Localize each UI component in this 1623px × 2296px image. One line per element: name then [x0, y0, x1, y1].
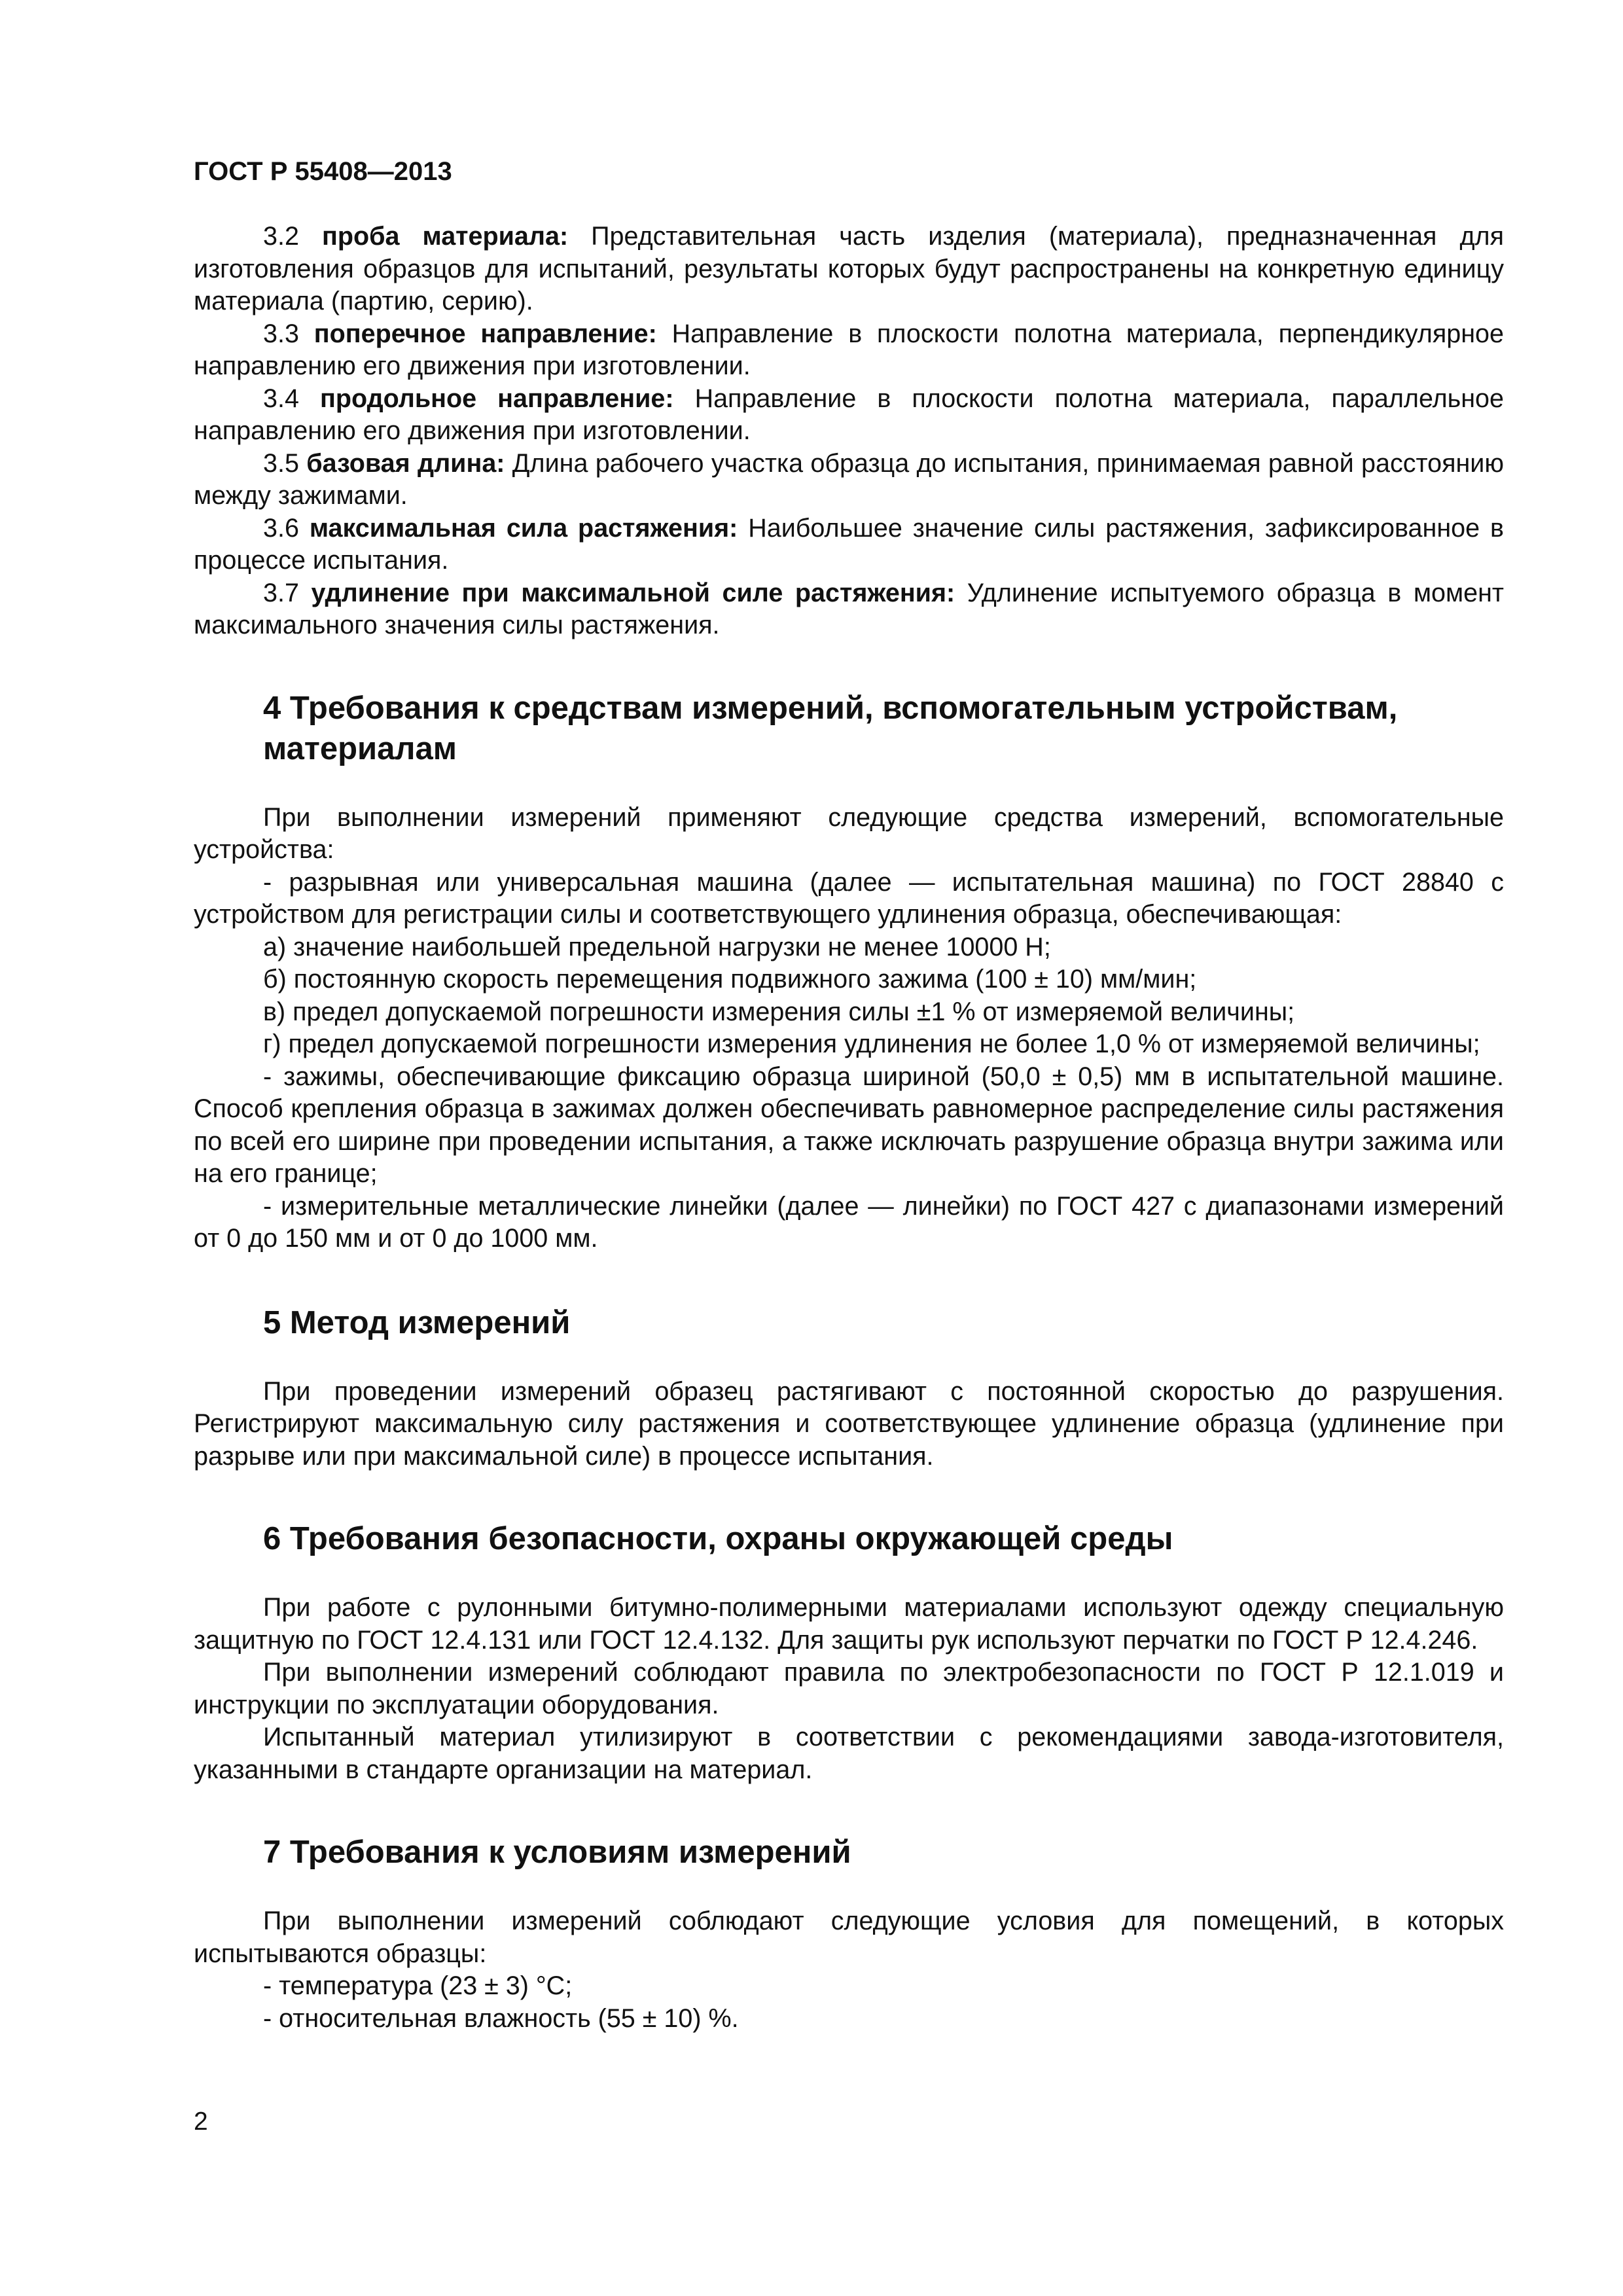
list-item: - зажимы, обеспечивающие фиксацию образца шириной (50,0 ± 0,5) мм в испытательной машине. Способ крепления образца в зажимах должен обеспечивать равномерное распределение силы растяжения по всей его ширине при проведении испытания, а также исключать разрушение образца внутри зажима или на его границе;	[194, 1062, 1504, 1188]
list-item: а) значение наибольшей предельной нагрузки не менее 10000 Н;	[263, 932, 1051, 961]
list-item: - разрывная или универсальная машина (далее — испытательная машина) по ГОСТ 28840 с устройством для регистрации силы и соответствующего удлинения образца, обеспечивающая:	[194, 867, 1504, 929]
section-heading: 5 Метод измерений	[263, 1304, 571, 1340]
section-6	[194, 1518, 1504, 1786]
definition-3-4: 3.4 продольное направление: Направление в плоскости полотна материала, параллельное направлению его движения при изготовлении.	[194, 384, 1504, 445]
paragraph: При выполнении измерений применяют следующие средства измерений, вспомогательные устройства:	[194, 802, 1504, 864]
definition-3-2: 3.2 проба материала: Представительная часть изделия (материала), предназначенная для изготовления образцов для испытаний, результаты которых будут распространены на конкретную единицу материала (партию, серию).	[194, 222, 1504, 315]
section-heading: 6 Требования безопасности, охраны окружающей среды	[263, 1521, 1173, 1556]
list-item: б) постоянную скорость перемещения подвижного зажима (100 ± 10) мм/мин;	[263, 965, 1197, 994]
document-page	[194, 157, 1504, 2035]
paragraph: Испытанный материал утилизируют в соответствии с рекомендациями завода-изготовителя, указанными в стандарте организации на материал.	[194, 1723, 1504, 1784]
list-item: - температура (23 ± 3) °С;	[263, 1971, 573, 2000]
section-heading: 7 Требования к условиям измерений	[263, 1835, 851, 1870]
document-code: ГОСТ Р 55408—2013	[194, 157, 452, 186]
section-heading: 4 Требования к средствам измерений, вспомогательным устройствам, материалам	[263, 690, 1398, 766]
page-number: 2	[194, 2108, 208, 2136]
paragraph: При проведении измерений образец растягивают с постоянной скоростью до разрушения. Регистрируют максимальную силу растяжения и соответствующее удлинение образца (удлинение при разрыве или при максимальной силе) в процессе испытания.	[194, 1376, 1504, 1471]
list-item: в) предел допускаемой погрешности измерения силы ±1 % от измеряемой величины;	[263, 997, 1295, 1026]
section-4	[194, 688, 1504, 1255]
list-item: г) предел допускаемой погрешности измерения удлинения не более 1,0 % от измеряемой величины;	[263, 1030, 1480, 1058]
section-7	[194, 1832, 1504, 2035]
section-5	[194, 1302, 1504, 1473]
paragraph: При выполнении измерений соблюдают следующие условия для помещений, в которых испытываются образцы:	[194, 1907, 1504, 1968]
definition-3-6: 3.6 максимальная сила растяжения: Наибольшее значение силы растяжения, зафиксированное в процессе испытания.	[194, 513, 1504, 575]
list-item: - относительная влажность (55 ± 10) %.	[263, 2003, 739, 2033]
paragraph: При выполнении измерений соблюдают правила по электробезопасности по ГОСТ Р 12.1.019 и инструкции по эксплуатации оборудования.	[194, 1658, 1504, 1719]
definition-3-5: 3.5 базовая длина: Длина рабочего участка образца до испытания, принимаемая равной расстоянию между зажимами.	[194, 448, 1504, 510]
list-item: - измерительные металлические линейки (далее — линейки) по ГОСТ 427 с диапазонами измерений от 0 до 150 мм и от 0 до 1000 мм.	[194, 1191, 1504, 1253]
definition-3-3: 3.3 поперечное направление: Направление в плоскости полотна материала, перпендикулярное направлению его движения при изготовлении.	[194, 319, 1504, 380]
paragraph: При работе с рулонными битумно-полимерными материалами используют одежду специальную защитную по ГОСТ 12.4.131 или ГОСТ 12.4.132. Для защиты рук используют перчатки по ГОСТ Р 12.4.246.	[194, 1593, 1504, 1655]
definition-3-7: 3.7 удлинение при максимальной силе растяжения: Удлинение испытуемого образца в момент максимального значения силы растяжения.	[194, 578, 1505, 639]
definitions-list	[194, 221, 1504, 642]
